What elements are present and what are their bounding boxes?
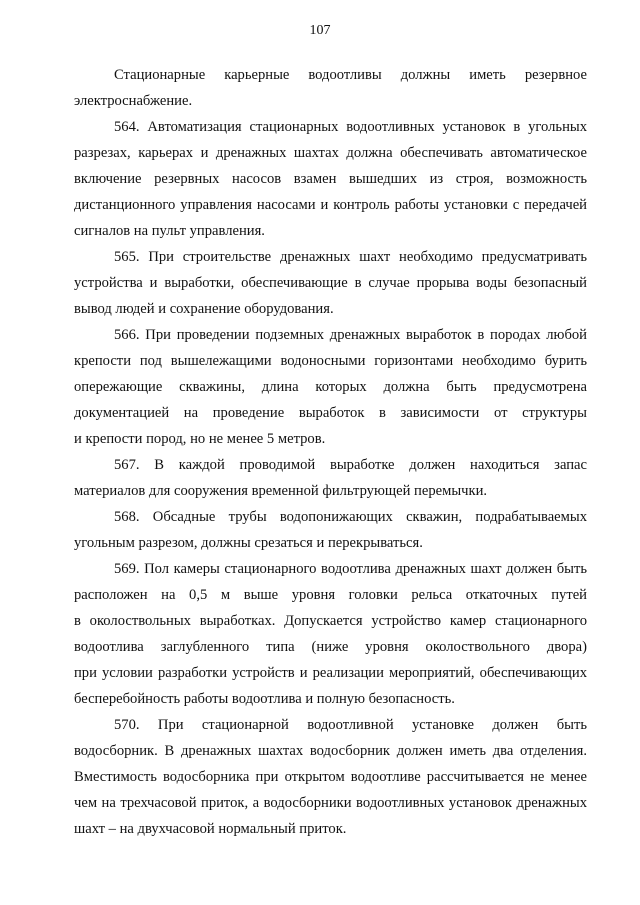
paragraph bbox=[74, 114, 587, 244]
text-line: Вместимость водосборника при открытом водоотливе рассчитывается не менее bbox=[74, 769, 587, 785]
paragraph bbox=[74, 712, 587, 842]
text-line: крепости под вышележащими водоносными горизонтами необходимо бурить bbox=[74, 353, 587, 369]
text-line: Стационарные карьерные водоотливы должны иметь резервное bbox=[114, 67, 587, 83]
text-line: водоотлива заглубленного типа (ниже уровня околоствольного двора) bbox=[74, 639, 587, 655]
text-line: при условии разработки устройств и реализации мероприятий, обеспечивающих bbox=[74, 665, 587, 681]
text-line: 570. При стационарной водоотливной установке должен быть bbox=[114, 717, 587, 733]
text-line: 569. Пол камеры стационарного водоотлива дренажных шахт должен быть bbox=[114, 561, 587, 577]
text-line: 565. При строительстве дренажных шахт необходимо предусматривать bbox=[114, 249, 587, 265]
text-line: водосборник. В дренажных шахтах водосборник должен иметь два отделения. bbox=[74, 743, 587, 759]
paragraph bbox=[74, 504, 587, 556]
paragraph bbox=[74, 452, 587, 504]
text-line: материалов для сооружения временной фильтрующей перемычки. bbox=[74, 483, 488, 499]
text-line: в околоствольных выработках. Допускается устройство камер стационарного bbox=[74, 613, 587, 629]
text-line: бесперебойность работы водоотлива и полную безопасность. bbox=[74, 691, 455, 707]
text-line: дистанционного управления насосами и контроль работы установки с передачей bbox=[74, 197, 587, 213]
text-line: и крепости пород, но не менее 5 метров. bbox=[74, 431, 326, 447]
paragraph bbox=[74, 322, 587, 452]
text-line: 568. Обсадные трубы водопонижающих скважин, подрабатываемых bbox=[114, 509, 587, 525]
text-line: чем на трехчасовой приток, а водосборники водоотливных установок дренажных bbox=[74, 795, 587, 811]
text-line: 564. Автоматизация стационарных водоотливных установок в угольных bbox=[114, 119, 587, 135]
text-line: устройства и выработки, обеспечивающие в случае прорыва воды безопасный bbox=[74, 275, 587, 291]
text-line: электроснабжение. bbox=[74, 93, 193, 109]
page-number: 107 bbox=[309, 23, 331, 38]
text-line: включение резервных насосов взамен вышедших из строя, возможность bbox=[74, 171, 587, 187]
paragraph bbox=[74, 244, 587, 322]
text-line: шахт – на двухчасовой нормальный приток. bbox=[74, 821, 347, 837]
text-line: угольным разрезом, должны срезаться и перекрываться. bbox=[74, 535, 423, 551]
text-line: расположен на 0,5 м выше уровня головки рельса откаточных путей bbox=[74, 587, 587, 603]
text-line: сигналов на пульт управления. bbox=[74, 223, 265, 239]
text-line: 566. При проведении подземных дренажных выработок в породах любой bbox=[114, 327, 587, 343]
paragraph bbox=[74, 556, 587, 712]
text-line: опережающие скважины, длина которых должна быть предусмотрена bbox=[74, 379, 587, 395]
text-line: разрезах, карьерах и дренажных шахтах должна обеспечивать автоматическое bbox=[74, 145, 587, 161]
document-body bbox=[74, 62, 587, 842]
paragraph bbox=[74, 62, 587, 114]
text-line: документацией на проведение выработок в зависимости от структуры bbox=[74, 405, 587, 421]
text-line: вывод людей и сохранение оборудования. bbox=[74, 301, 334, 317]
text-line: 567. В каждой проводимой выработке должен находиться запас bbox=[114, 457, 587, 473]
